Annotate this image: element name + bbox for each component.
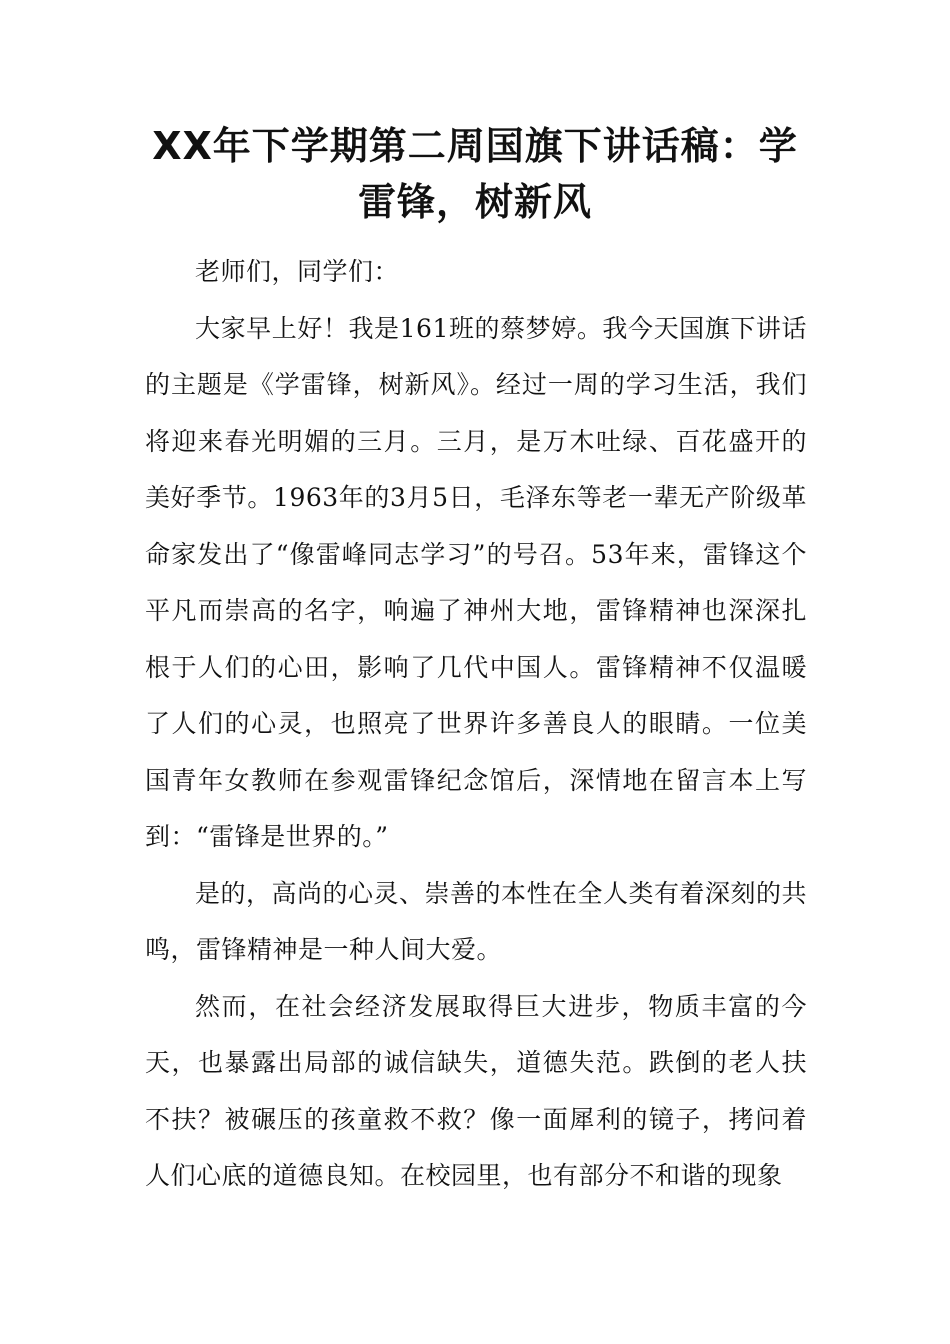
paragraph-introduction: 大家早上好！我是161班的蔡梦婷。我今天国旗下讲话的主题是《学雷锋，树新风》。经过一周的学习生活，我们将迎来春光明媚的三月。三月，是万木吐绿、百花盛开的美好季节。1963年的3月5日，毛泽东等老一辈无产阶级革命家发出了“像雷峰同志学习”的号召。53年来，雷锋这个平凡而崇高的名字，响遍了神州大地，雷锋精神也深深扎根于人们的心田，影响了几代中国人。雷锋精神不仅温暖了人们的心灵，也照亮了世界许多善良人的眼睛。一位美国青年女教师在参观雷锋纪念馆后，深情地在留言本上写到：“雷锋是世界的。”	[145, 313, 807, 851]
document-title: XX年下学期第二周国旗下讲话稿：学雷锋，树新风	[152, 124, 798, 224]
paragraph-social-issues: 然而，在社会经济发展取得巨大进步，物质丰富的今天，也暴露出局部的诚信缺失，道德失范。跌倒的老人扶不扶？被碾压的孩童救不救？像一面犀利的镜子，拷问着人们心底的道德良知。在校园里，也有部分不和谐的现象	[145, 991, 807, 1190]
paragraph-resonance: 是的，高尚的心灵、崇善的本性在全人类有着深刻的共鸣，雷锋精神是一种人间大爱。	[145, 878, 808, 964]
paragraph-greeting: 老师们，同学们：	[195, 257, 400, 286]
document-body	[145, 244, 807, 1205]
